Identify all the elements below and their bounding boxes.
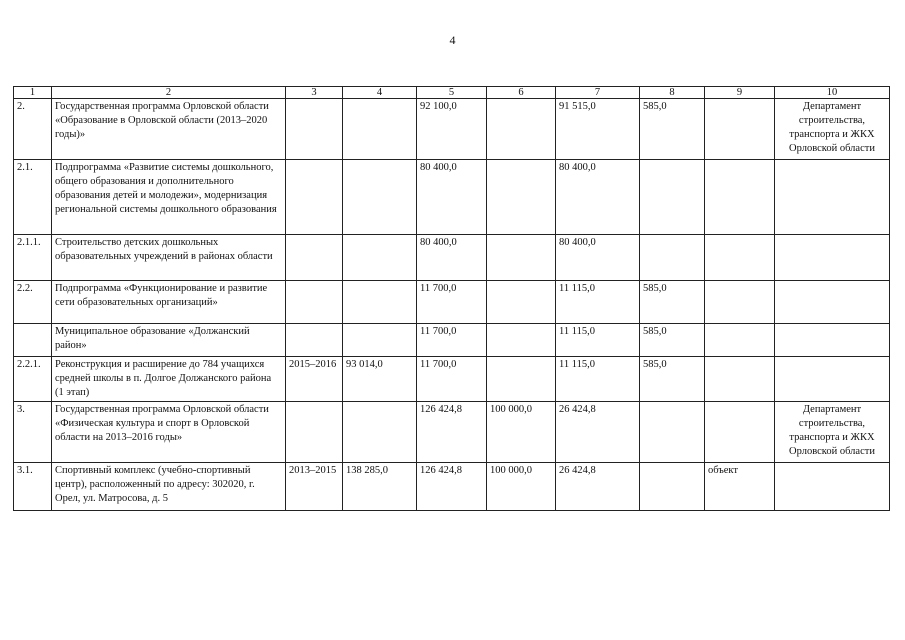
table-row <box>14 160 890 235</box>
row-local: 585,0 <box>640 324 705 357</box>
row-name: Государственная программа Орловской области «Физическая культура и спорт в Орловской области на 2013–2016 годы» <box>52 402 286 463</box>
row-number: 2. <box>14 99 52 160</box>
row-executor <box>775 324 890 357</box>
row-name: Спортивный комплекс (учебно-спортивный центр), расположенный по адресу: 302020, г. Орел, ул. Матросова, д. 5 <box>52 463 286 511</box>
row-executor <box>775 463 890 511</box>
row-estimate <box>343 324 417 357</box>
row-total: 92 100,0 <box>417 99 487 160</box>
row-result <box>705 99 775 160</box>
row-period: 2015–2016 <box>286 357 343 402</box>
column-header: 10 <box>775 87 890 99</box>
row-total: 126 424,8 <box>417 402 487 463</box>
row-estimate <box>343 160 417 235</box>
row-estimate: 138 285,0 <box>343 463 417 511</box>
row-local: 585,0 <box>640 357 705 402</box>
column-header: 5 <box>417 87 487 99</box>
row-federal <box>487 99 556 160</box>
row-total: 11 700,0 <box>417 324 487 357</box>
column-header: 6 <box>487 87 556 99</box>
row-federal <box>487 324 556 357</box>
row-name: Строительство детских дошкольных образовательных учреждений в районах области <box>52 235 286 281</box>
row-executor: Департамент строительства, транспорта и ЖКХ Орловской области <box>775 99 890 160</box>
row-period <box>286 402 343 463</box>
row-number: 2.1. <box>14 160 52 235</box>
row-federal: 100 000,0 <box>487 402 556 463</box>
row-executor <box>775 357 890 402</box>
row-local: 585,0 <box>640 281 705 324</box>
row-number: 2.2. <box>14 281 52 324</box>
table-row <box>14 281 890 324</box>
row-regional: 26 424,8 <box>556 463 640 511</box>
row-name: Муниципальное образование «Должанский район» <box>52 324 286 357</box>
row-period: 2013–2015 <box>286 463 343 511</box>
row-local <box>640 235 705 281</box>
row-executor <box>775 160 890 235</box>
row-estimate <box>343 235 417 281</box>
column-header: 9 <box>705 87 775 99</box>
column-header: 3 <box>286 87 343 99</box>
table-row <box>14 357 890 402</box>
row-local <box>640 160 705 235</box>
row-regional: 80 400,0 <box>556 160 640 235</box>
row-period <box>286 160 343 235</box>
row-period <box>286 281 343 324</box>
row-federal <box>487 160 556 235</box>
row-period <box>286 235 343 281</box>
row-executor <box>775 281 890 324</box>
row-result <box>705 160 775 235</box>
table-row <box>14 324 890 357</box>
row-result <box>705 402 775 463</box>
row-name: Государственная программа Орловской области «Образование в Орловской области (2013–2020 годы)» <box>52 99 286 160</box>
row-executor <box>775 235 890 281</box>
table-row <box>14 463 890 511</box>
row-federal <box>487 281 556 324</box>
row-federal <box>487 357 556 402</box>
column-header: 8 <box>640 87 705 99</box>
row-total: 80 400,0 <box>417 160 487 235</box>
row-name: Подпрограмма «Развитие системы дошкольного, общего образования и дополнительного образования детей и молодежи», модернизация региональной системы дошкольного образования <box>52 160 286 235</box>
row-period <box>286 324 343 357</box>
row-result <box>705 324 775 357</box>
page-number: 4 <box>449 33 456 47</box>
row-result <box>705 235 775 281</box>
row-period <box>286 99 343 160</box>
row-estimate: 93 014,0 <box>343 357 417 402</box>
row-estimate <box>343 99 417 160</box>
row-number: 3. <box>14 402 52 463</box>
row-number <box>14 324 52 357</box>
column-header: 2 <box>52 87 286 99</box>
row-name: Реконструкция и расширение до 784 учащихся средней школы в п. Долгое Должанского района (1 этап) <box>52 357 286 402</box>
row-total: 126 424,8 <box>417 463 487 511</box>
table-row <box>14 402 890 463</box>
row-federal <box>487 235 556 281</box>
row-number: 2.2.1. <box>14 357 52 402</box>
row-regional: 11 115,0 <box>556 357 640 402</box>
row-federal: 100 000,0 <box>487 463 556 511</box>
row-number: 2.1.1. <box>14 235 52 281</box>
row-result: объект <box>705 463 775 511</box>
table-header-row <box>14 87 890 99</box>
row-total: 11 700,0 <box>417 281 487 324</box>
column-header: 7 <box>556 87 640 99</box>
row-result <box>705 357 775 402</box>
row-local <box>640 463 705 511</box>
column-header: 1 <box>14 87 52 99</box>
table-row <box>14 235 890 281</box>
table-row <box>14 99 890 160</box>
row-regional: 11 115,0 <box>556 324 640 357</box>
row-regional: 80 400,0 <box>556 235 640 281</box>
row-total: 11 700,0 <box>417 357 487 402</box>
row-local <box>640 402 705 463</box>
row-estimate <box>343 402 417 463</box>
row-name: Подпрограмма «Функционирование и развитие сети образовательных организаций» <box>52 281 286 324</box>
row-result <box>705 281 775 324</box>
row-executor: Департамент строительства, транспорта и ЖКХ Орловской области <box>775 402 890 463</box>
budget-table <box>13 86 890 511</box>
row-regional: 26 424,8 <box>556 402 640 463</box>
row-regional: 91 515,0 <box>556 99 640 160</box>
column-header: 4 <box>343 87 417 99</box>
row-total: 80 400,0 <box>417 235 487 281</box>
row-local: 585,0 <box>640 99 705 160</box>
row-estimate <box>343 281 417 324</box>
row-regional: 11 115,0 <box>556 281 640 324</box>
row-number: 3.1. <box>14 463 52 511</box>
